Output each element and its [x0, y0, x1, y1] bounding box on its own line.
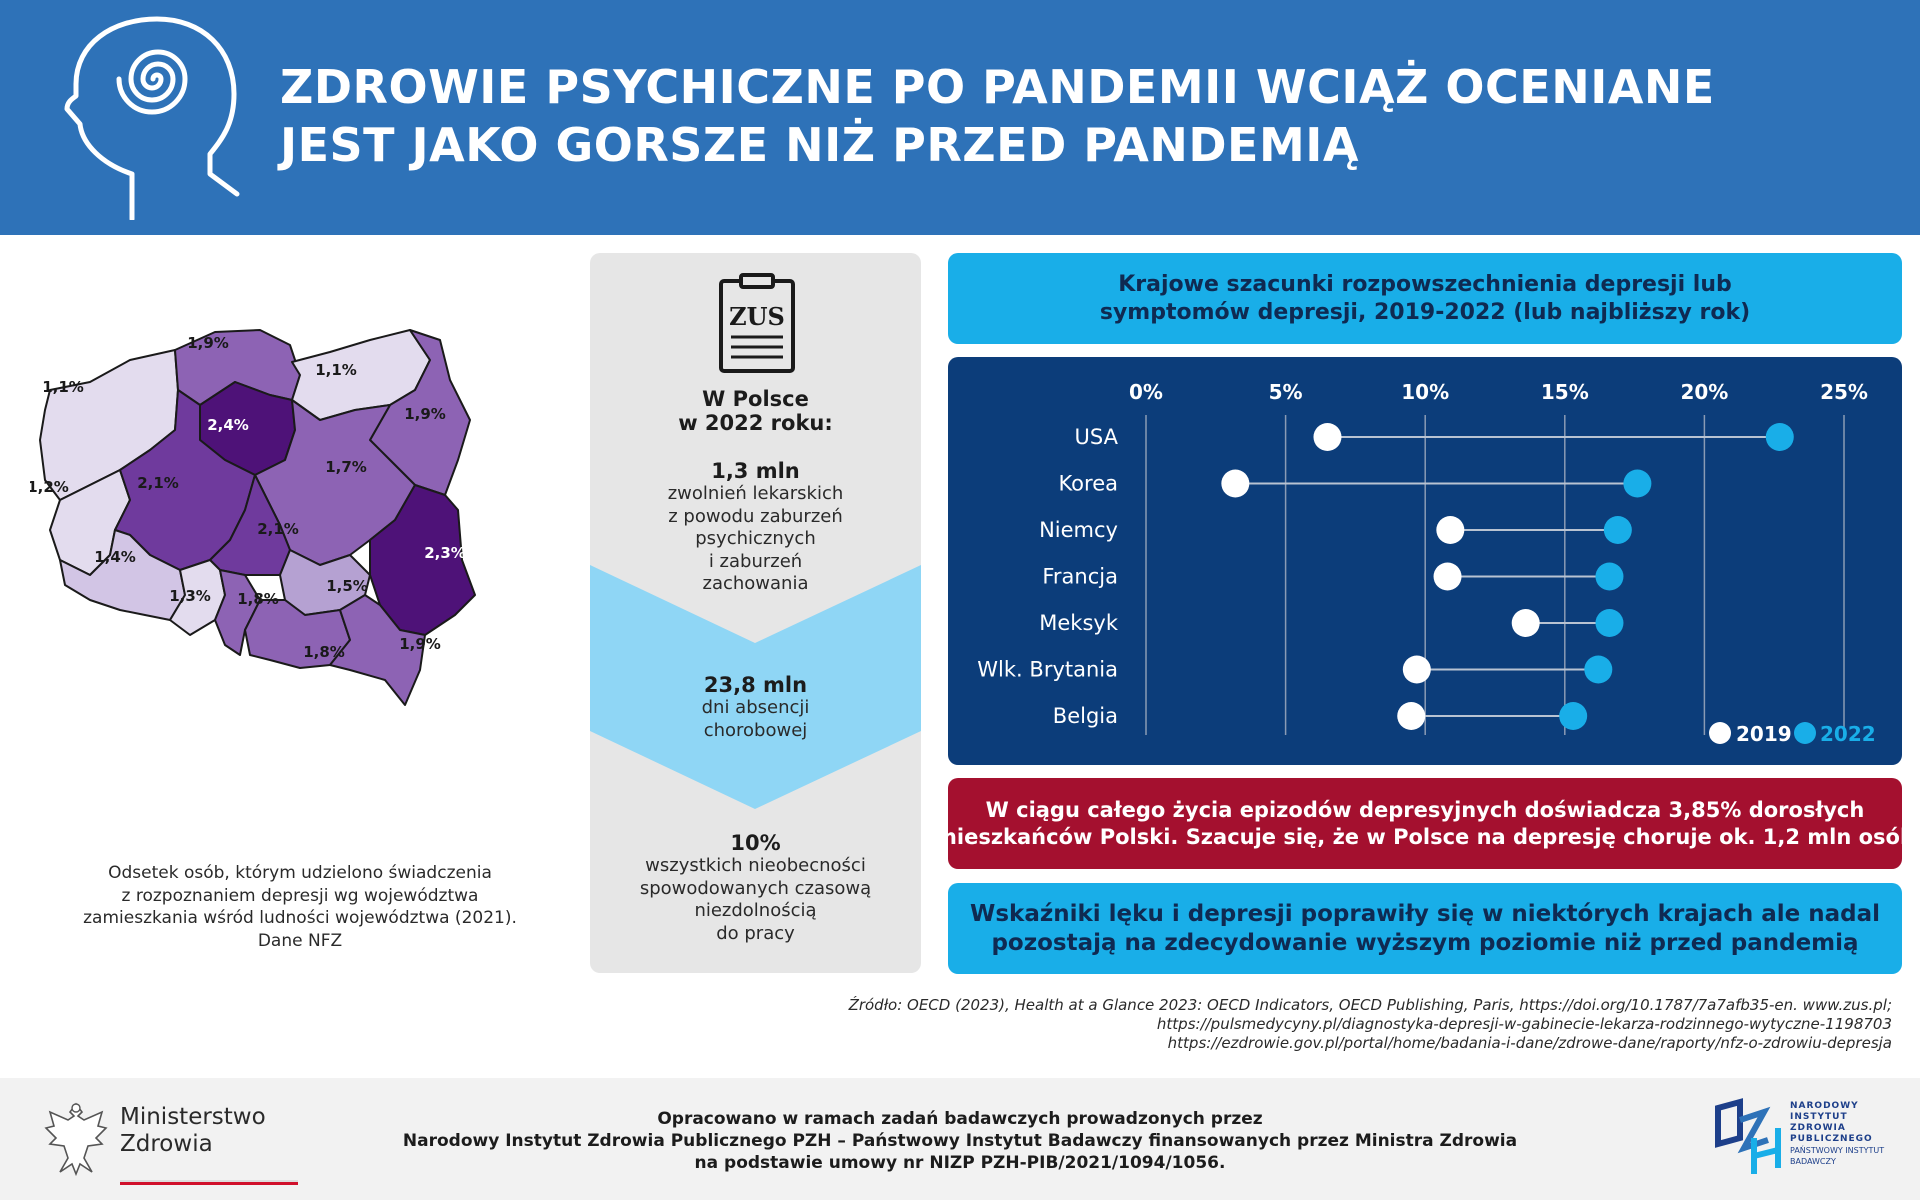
eagle-emblem-icon [40, 1098, 112, 1178]
point-2022 [1595, 563, 1623, 591]
map-caption-line: z rozpoznaniem depresji wg województwa [121, 885, 479, 906]
footer-credits-line: na podstawie umowy nr NIZP PZH-PIB/2021/1094/1056. [694, 1153, 1226, 1173]
legend-label-2022: 2022 [1820, 722, 1876, 746]
x-tick-label: 15% [1540, 380, 1589, 404]
header-banner [0, 0, 1920, 235]
zus-stat-absence-days [590, 673, 921, 742]
callout-line: mieszkańców Polski. Szacuje się, że w Polsce na depresję choruje ok. 1,2 mln osób [935, 824, 1915, 849]
map-value-mazowieckie: 1,7% [325, 458, 367, 476]
category-label: Wlk. Brytania [977, 657, 1118, 682]
map-value-zachodniopomorskie: 1,1% [42, 378, 84, 396]
category-label: Korea [1058, 471, 1118, 496]
lifetime-depression-callout [935, 778, 1915, 869]
point-2022 [1595, 609, 1623, 637]
legend-label-2019: 2019 [1736, 722, 1792, 746]
head-spiral-icon [62, 14, 242, 220]
map-value-slaskie: 1,8% [237, 590, 279, 608]
pzh-name-line: INSTYTUT [1790, 1112, 1848, 1122]
map-caption-line: Dane NFZ [257, 930, 343, 951]
ministry-name [120, 1104, 266, 1158]
point-2022 [1604, 516, 1632, 544]
zus-heading [590, 387, 921, 435]
footer-credits-line: Opracowano w ramach zadań badawczych prowadzonych przez [657, 1109, 1263, 1129]
pzh-logo [1710, 1096, 1910, 1186]
category-label: USA [1074, 425, 1118, 449]
zus-stat-desc: wszystkich nieobecności [645, 855, 866, 876]
x-tick-label: 20% [1680, 380, 1729, 404]
chart-title-box [948, 253, 1902, 344]
point-2022 [1584, 656, 1612, 684]
chart-title-line: symptomów depresji, 2019-2022 (lub najbliższy rok) [1099, 299, 1751, 325]
zus-stat-sick-leave [590, 459, 921, 596]
source-line: https://ezdrowie.gov.pl/portal/home/badania-i-dane/zdrowe-dane/raporty/nfz-o-zdrowiu-depresja [1167, 1034, 1892, 1052]
map-value-kujawsko-pomorskie: 2,4% [207, 416, 249, 434]
map-value-opolskie: 1,3% [169, 587, 211, 605]
pzh-name [1790, 1101, 1884, 1167]
zus-stat-desc: zachowania [702, 573, 809, 594]
footer [0, 1078, 1920, 1200]
zus-stat-desc: zwolnień lekarskich [667, 483, 844, 504]
zus-stat-desc: dni absencji [701, 697, 810, 718]
category-label: Belgia [1052, 704, 1118, 728]
zus-stat-value: 10% [730, 831, 781, 855]
point-2019 [1313, 423, 1341, 451]
map-value-lubuskie: 1,2% [30, 478, 69, 496]
ministry-flag-line [120, 1180, 298, 1185]
zus-heading-line: w 2022 roku: [678, 411, 833, 435]
point-2022 [1766, 423, 1794, 451]
point-2019 [1436, 516, 1464, 544]
map-caption-line: Odsetek osób, którym udzielono świadczenia [108, 863, 492, 883]
zus-stat-desc: niezdolnością [694, 900, 817, 921]
zus-stat-value: 23,8 mln [703, 673, 808, 697]
source-line: Źródło: OECD (2023), Health at a Glance 2023: OECD Indicators, OECD Publishing, Paris, https://doi.org/10.1787/7a7afb35-en. www.zus.pl; [848, 996, 1892, 1014]
map-value-malopolskie: 1,8% [303, 643, 345, 661]
ministry-name-line: Ministerstwo [120, 1104, 266, 1130]
zus-stat-desc: psychicznych [695, 528, 816, 549]
zus-heading-line: W Polsce [702, 387, 809, 411]
map-value-swietokrzyskie: 1,5% [326, 577, 368, 595]
poland-map [30, 310, 570, 830]
zus-stat-absence-share [590, 831, 921, 945]
map-value-podkarpackie: 1,9% [399, 635, 441, 653]
map-caption [40, 862, 560, 952]
point-2019 [1434, 563, 1462, 591]
pzh-name-line: BADAWCZY [1790, 1157, 1836, 1166]
dumbbell-chart [948, 357, 1902, 765]
pzh-name-line: NARODOWY [1790, 1101, 1859, 1111]
legend-marker-2022 [1794, 722, 1816, 744]
ministry-name-line: Zdrowia [120, 1131, 213, 1157]
map-caption-line: zamieszkania wśród ludności województwa (2021). [83, 908, 517, 928]
x-tick-label: 10% [1401, 380, 1450, 404]
zus-stat-value: 1,3 mln [711, 459, 800, 483]
legend-marker-2019 [1709, 722, 1731, 744]
chart-title [1100, 271, 1750, 327]
pzh-name-line: ZDROWIA [1790, 1123, 1846, 1133]
source-line: https://pulsmedycyny.pl/diagnostyka-depresji-w-gabinecie-lekarza-rodzinnego-wytyczne-1198703 [1156, 1015, 1892, 1033]
zus-clipboard-icon [717, 273, 797, 373]
map-value-warminsko-mazurskie: 1,1% [315, 361, 357, 379]
zus-icon-label: ZUS [729, 302, 785, 331]
zus-panel [590, 253, 921, 973]
x-tick-label: 0% [1129, 380, 1163, 404]
point-2022 [1559, 702, 1587, 730]
category-label: Francja [1042, 564, 1118, 589]
pzh-name-line: PUBLICZNEGO [1790, 1134, 1873, 1144]
point-2019 [1397, 702, 1425, 730]
zus-stat-desc: spowodowanych czasową [639, 877, 872, 899]
source-note [849, 996, 1892, 1053]
footer-credits [300, 1108, 1620, 1174]
callout-line: pozostają na zdecydowanie wyższym poziomie niż przed pandemią [991, 929, 1859, 956]
point-2019 [1221, 470, 1249, 498]
callout-line: W ciągu całego życia epizodów depresyjnych doświadcza 3,85% dorosłych [985, 797, 1865, 822]
callout-line: Wskaźniki lęku i depresji poprawiły się w niektórych krajach ale nadal [969, 900, 1881, 927]
point-2022 [1623, 470, 1651, 498]
map-value-lubelskie: 2,3% [424, 544, 466, 562]
map-value-lodzkie: 2,1% [257, 520, 299, 538]
title-line-1: ZDROWIE PSYCHICZNE PO PANDEMII WCIĄŻ OCENIANE [280, 60, 1715, 114]
chart-title-line: Krajowe szacunki rozpowszechnienia depresji lub [1118, 271, 1732, 297]
pzh-name-line: PAŃSTWOWY INSTYTUT [1790, 1146, 1885, 1155]
poland-map-svg [30, 310, 570, 830]
x-tick-label: 5% [1268, 380, 1303, 404]
map-value-podlaskie: 1,9% [404, 405, 446, 423]
page-title [280, 58, 1715, 174]
point-2019 [1512, 609, 1540, 637]
ministry-logo [40, 1096, 300, 1188]
title-line-2: JEST JAKO GORSZE NIŻ PRZED PANDEMIĄ [280, 118, 1359, 172]
category-label: Niemcy [1039, 518, 1118, 542]
pzh-logo-icon [1710, 1098, 1786, 1178]
map-value-wielkopolskie: 2,1% [137, 474, 179, 492]
point-2019 [1403, 656, 1431, 684]
footer-credits-line: Narodowy Instytut Zdrowia Publicznego PZH – Państwowy Instytut Badawczy finansowanych przez Ministra Zdrowia [402, 1131, 1518, 1151]
dumbbell-chart-svg [948, 357, 1902, 765]
zus-stat-desc: do pracy [716, 922, 795, 944]
zus-stat-desc: z powodu zaburzeń [668, 505, 843, 527]
map-value-dolnoslaskie: 1,4% [94, 548, 136, 566]
zus-stat-desc: chorobowej [703, 719, 808, 741]
zus-stat-desc: i zaburzeń [708, 550, 803, 572]
category-label: Meksyk [1039, 611, 1118, 635]
anxiety-indicators-callout [948, 883, 1902, 974]
x-tick-label: 25% [1820, 380, 1868, 404]
map-value-pomorskie: 1,9% [187, 334, 229, 352]
